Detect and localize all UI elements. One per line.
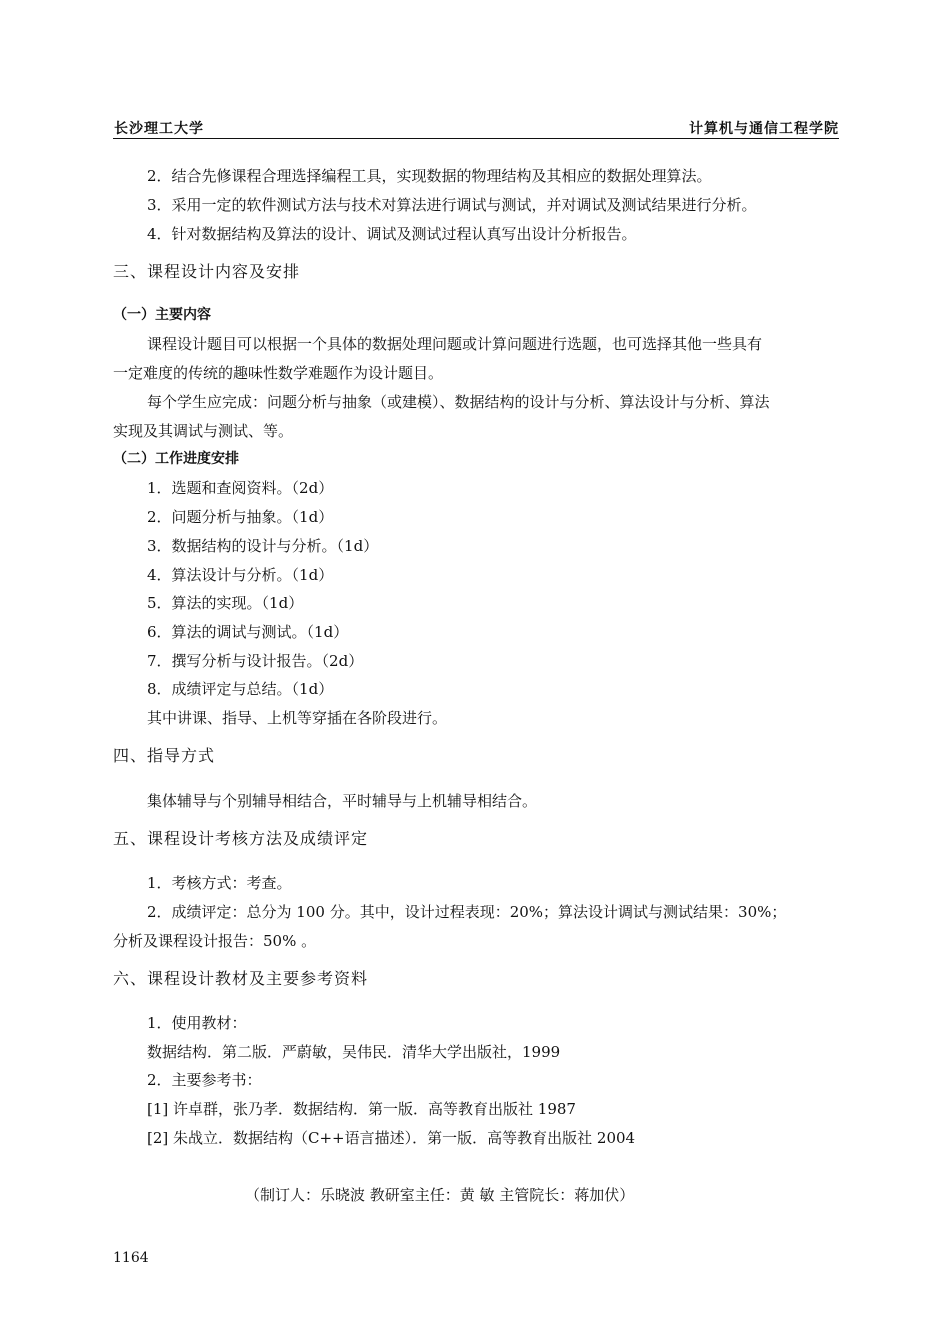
objective-line: 3．采用一定的软件测试方法与技术对算法进行调试与测试，并对调试及测试结果进行分析。 [147,196,757,214]
reference-line: 1．使用教材： [147,1014,247,1032]
section-heading: 四、指导方式 [113,746,216,765]
header-college: 计算机与通信工程学院 [689,121,839,137]
running-header [113,118,839,139]
subsection-heading: （二）工作进度安排 [113,451,239,467]
header-university: 长沙理工大学 [114,121,204,137]
assessment-item: 2．成绩评定：总分为 100 分。其中，设计过程表现：20%；算法设计调试与测试结果：30%； [147,903,787,921]
objective-line: 2．结合先修课程合理选择编程工具，实现数据的物理结构及其相应的数据处理算法。 [147,167,712,185]
reference-line: 数据结构．第二版．严蔚敏，吴伟民．清华大学出版社，1999 [147,1043,561,1061]
schedule-item: 1．选题和查阅资料。（2d） [147,479,334,497]
paragraph-line: 每个学生应完成：问题分析与抽象（或建模）、数据结构的设计与分析、算法设计与分析、算法 [147,393,770,411]
paragraph-line: 一定难度的传统的趣味性数学难题作为设计题目。 [113,364,444,382]
signatures: （制订人：乐晓波 教研室主任：黄 敏 主管院长：蒋加伏） [245,1186,635,1204]
paragraph-line: 实现及其调试与测试、等。 [113,422,294,440]
page-number: 1164 [113,1250,149,1266]
schedule-item: 6．算法的调试与测试。（1d） [147,623,349,641]
paragraph-line: 课程设计题目可以根据一个具体的数据处理问题或计算问题进行选题，也可选择其他一些具有 [147,335,763,353]
paragraph-line: 集体辅导与个别辅导相结合，平时辅导与上机辅导相结合。 [147,792,538,810]
reference-line: 2．主要参考书： [147,1071,262,1089]
section-heading: 六、课程设计教材及主要参考资料 [113,969,369,988]
assessment-item: 1．考核方式：考查。 [147,874,292,892]
section-heading: 三、课程设计内容及安排 [113,262,301,281]
schedule-item: 8．成绩评定与总结。（1d） [147,680,334,698]
schedule-item: 2．问题分析与抽象。（1d） [147,508,334,526]
schedule-item: 3．数据结构的设计与分析。（1d） [147,537,379,555]
schedule-item: 7．撰写分析与设计报告。（2d） [147,652,364,670]
subsection-heading: （一）主要内容 [113,307,211,323]
section-heading: 五、课程设计考核方法及成绩评定 [113,829,369,848]
assessment-item: 分析及课程设计报告：50% 。 [113,932,317,950]
schedule-item: 4．算法设计与分析。（1d） [147,566,334,584]
reference-line: [1] 许卓群，张乃孝．数据结构．第一版．高等教育出版社 1987 [147,1100,576,1118]
schedule-item: 5．算法的实现。（1d） [147,594,304,612]
objective-line: 4．针对数据结构及算法的设计、调试及测试过程认真写出设计分析报告。 [147,225,637,243]
schedule-note: 其中讲课、指导、上机等穿插在各阶段进行。 [147,709,448,727]
reference-line: [2] 朱战立．数据结构（C++语言描述）．第一版．高等教育出版社 2004 [147,1129,636,1147]
